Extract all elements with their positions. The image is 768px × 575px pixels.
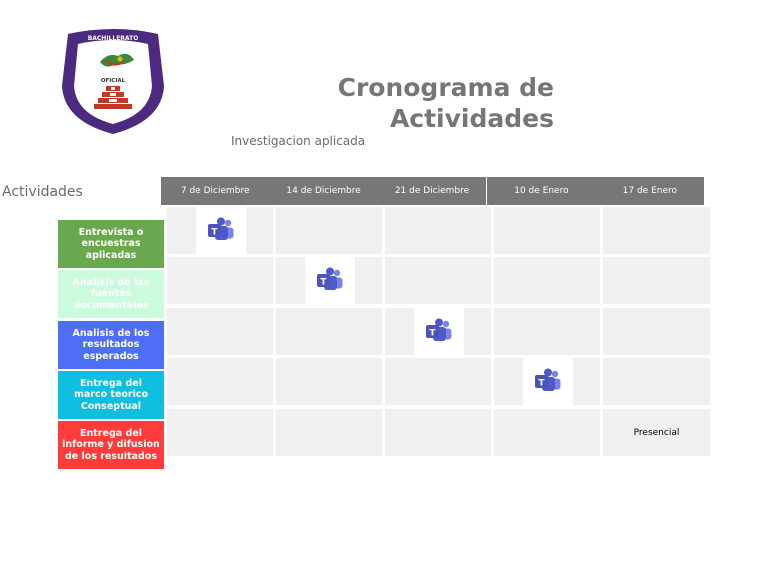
activity-label: Entrega del marco teorico Conseptual <box>58 371 164 419</box>
activity-label: Entrevista o encuestras aplicadas <box>58 220 164 268</box>
page-title-line-2: Actividades <box>389 104 554 133</box>
date-header-cell: 21 de Diciembre <box>394 186 470 196</box>
schedule-cell <box>276 409 382 456</box>
microsoft-teams-icon <box>196 206 246 254</box>
schedule-cell <box>385 207 491 254</box>
schedule-cell <box>603 257 710 304</box>
schedule-cell <box>167 257 273 304</box>
svg-text:T: T <box>211 227 218 238</box>
date-header-cell: 7 de Diciembre <box>180 186 250 196</box>
activity-label: Entrega del informe y difusion de los resultados <box>58 421 164 469</box>
schedule-cell <box>276 358 382 405</box>
logo-top-text: BACHILLERATO <box>87 35 139 42</box>
svg-text:T: T <box>429 328 436 339</box>
schedule-cell <box>167 409 273 456</box>
activity-label: Analisis de las fuentes documentales <box>58 270 164 318</box>
schedule-cell <box>167 308 273 355</box>
school-logo <box>58 26 168 138</box>
microsoft-teams-icon <box>523 357 573 405</box>
schedule-note: Presencial <box>633 427 680 438</box>
page-title-line-1: Cronograma de <box>337 73 554 102</box>
page-title <box>300 72 554 134</box>
date-header-cell: 17 de Enero <box>622 186 678 196</box>
schedule-cell <box>603 308 710 355</box>
microsoft-teams-icon <box>414 307 464 355</box>
schedule-cell <box>494 207 600 254</box>
activities-heading: Actividades <box>2 184 83 200</box>
svg-text:T: T <box>538 378 545 389</box>
schedule-cell <box>385 257 491 304</box>
schedule-cell <box>603 358 710 405</box>
date-header-cell: 14 de Diciembre <box>286 186 361 196</box>
date-header <box>161 177 704 205</box>
page-subtitle: Investigacion aplicada <box>231 134 366 148</box>
schedule-cell <box>494 257 600 304</box>
schedule-cell <box>385 409 491 456</box>
schedule-cell <box>494 409 600 456</box>
svg-text:T: T <box>320 277 327 288</box>
schedule-cell <box>385 358 491 405</box>
schedule-cell <box>276 207 382 254</box>
schedule-cell <box>276 308 382 355</box>
microsoft-teams-icon <box>305 256 355 304</box>
activity-label: Analisis de los resultados esperados <box>58 321 164 369</box>
schedule-cell <box>603 207 710 254</box>
schedule-cell <box>494 308 600 355</box>
schedule-cell <box>167 358 273 405</box>
date-header-cell: 10 de Enero <box>486 177 595 205</box>
logo-center-text: OFICIAL <box>100 78 126 84</box>
